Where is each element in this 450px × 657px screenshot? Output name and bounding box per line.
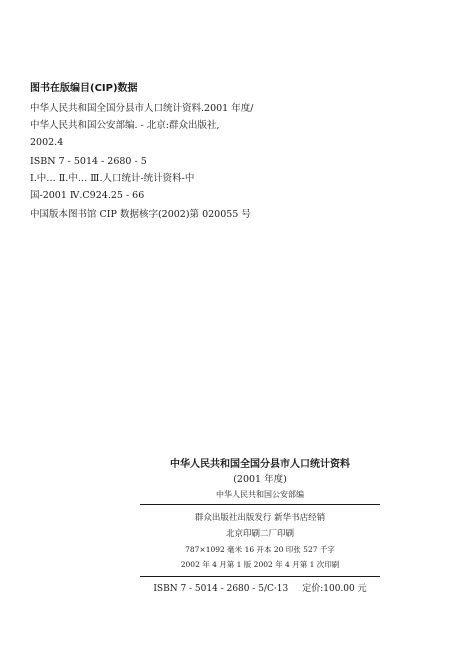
cip-line-date: 2002.4 — [30, 137, 64, 148]
cip-line-editor: 中华人民共和国公安部编. - 北京:群众出版社, — [30, 120, 220, 131]
cip-line-isbn: ISBN 7 - 5014 - 2680 - 5 — [30, 156, 147, 167]
cip-line-record-number: 中国版本图书馆 CIP 数据核字(2002)第 020055 号 — [30, 209, 251, 220]
cip-heading: 图书在版编目(CIP)数据 — [30, 83, 138, 94]
divider-top — [140, 504, 380, 505]
isbn-code: ISBN 7 - 5014 - 2680 - 5/C·13 — [153, 584, 289, 594]
publisher-line: 群众出版社出版发行 新华书店经销 — [194, 513, 326, 523]
book-author: 中华人民共和国公安部编 — [216, 490, 304, 499]
price-label: 定价:100.00 元 — [302, 584, 367, 594]
cip-line-title: 中华人民共和国全国分县市人口统计资料.2001 年度/ — [30, 103, 254, 114]
divider-bottom — [140, 576, 380, 577]
book-subtitle: (2001 年度) — [233, 474, 287, 485]
colophon-block — [140, 458, 380, 597]
format-spec-line: 787×1092 毫米 16 开本 20 印张 527 千字 — [185, 545, 335, 554]
edition-line: 2002 年 4 月第 1 版 2002 年 4 月第 1 次印刷 — [180, 560, 340, 569]
cip-line-classification: 国-2001 Ⅳ.C924.25 - 66 — [30, 190, 145, 201]
cip-line-subjects: Ⅰ.中… Ⅱ.中… Ⅲ.人口统计-统计资料-中 — [30, 173, 195, 184]
printer-line: 北京印刷二厂印刷 — [225, 529, 294, 539]
cip-block — [30, 82, 280, 223]
book-title: 中华人民共和国全国分县市人口统计资料 — [170, 459, 350, 470]
isbn-price-row — [140, 581, 380, 597]
